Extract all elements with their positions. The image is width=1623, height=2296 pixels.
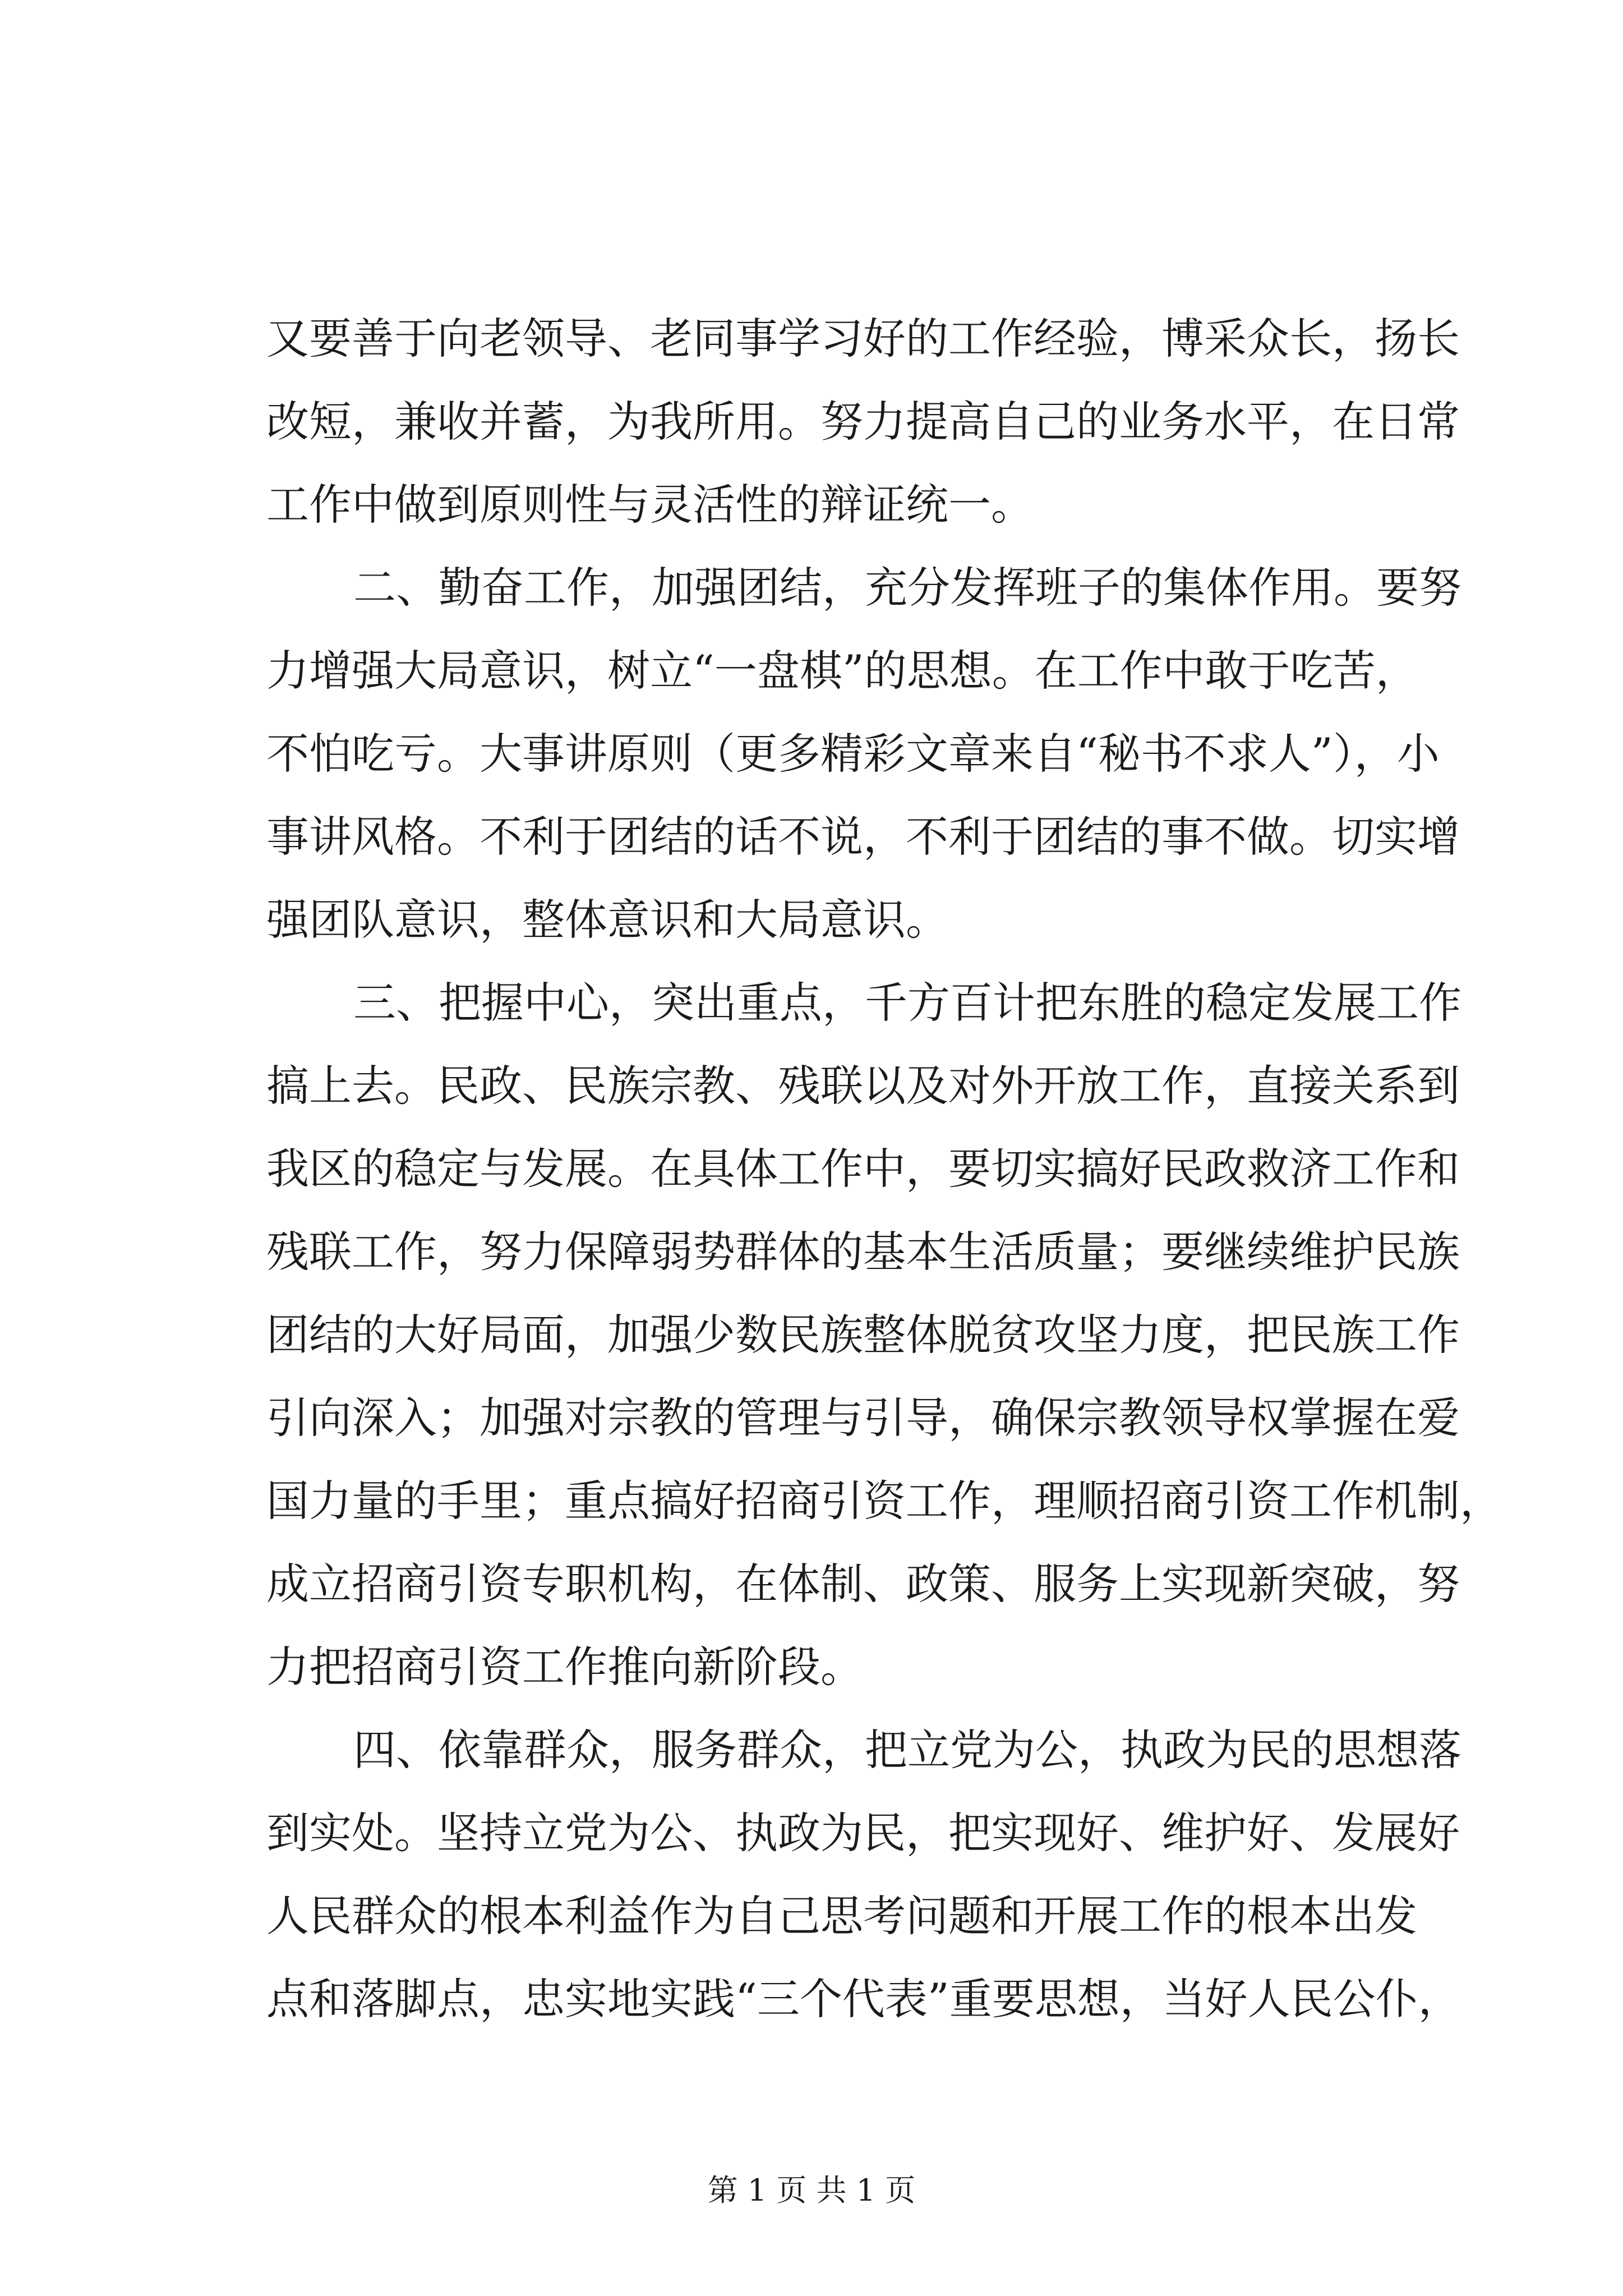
text-line-1: 又要善于向老领导、老同事学习好的工作经验，博采众长，扬长 [266,314,1460,364]
text-line-16: 成立招商引资专职机构，在体制、政策、服务上实现新突破，努 [266,1559,1460,1609]
text-line-19: 到实处。坚持立党为公、执政为民，把实现好、维护好、发展好 [266,1808,1460,1858]
text-line-15: 国力量的手里；重点搞好招商引资工作，理顺招商引资工作机制， [266,1476,1502,1526]
text-line-6: 不怕吃亏。大事讲原则（更多精彩文章来自“秘书不求人”），小 [266,729,1440,779]
text-line-9: 三、把握中心，突出重点，千方百计把东胜的稳定发展工作 [353,978,1461,1028]
text-line-14: 引向深入；加强对宗教的管理与引导，确保宗教领导权掌握在爱 [266,1393,1460,1443]
text-line-18: 四、依靠群众，服务群众，把立党为公，执政为民的思想落 [353,1725,1461,1775]
text-line-7: 事讲风格。不利于团结的话不说，不利于团结的事不做。切实增 [266,812,1460,862]
text-line-17: 力把招商引资工作推向新阶段。 [266,1642,863,1692]
text-line-5: 力增强大局意识，树立“一盘棋”的思想。在工作中敢于吃苦， [266,646,1418,696]
text-line-2: 改短，兼收并蓄，为我所用。努力提高自己的业务水平，在日常 [266,397,1460,447]
document-body [266,297,1502,2041]
text-line-3: 工作中做到原则性与灵活性的辩证统一。 [266,480,1034,530]
text-line-13: 团结的大好局面，加强少数民族整体脱贫攻坚力度，把民族工作 [266,1310,1460,1360]
text-line-8: 强团队意识，整体意识和大局意识。 [266,895,948,945]
text-line-4: 二、勤奋工作，加强团结，充分发挥班子的集体作用。要努 [353,563,1461,613]
text-line-10: 搞上去。民政、民族宗教、残联以及对外开放工作，直接关系到 [266,1061,1460,1111]
text-line-12: 残联工作，努力保障弱势群体的基本生活质量；要继续维护民族 [266,1227,1460,1277]
text-line-20: 人民群众的根本利益作为自己思考问题和开展工作的根本出发 [266,1891,1417,1941]
text-line-11: 我区的稳定与发展。在具体工作中，要切实搞好民政救济工作和 [266,1144,1460,1194]
page-number-footer: 第 1 页 共 1 页 [707,2173,916,2208]
text-line-21: 点和落脚点，忠实地实践“三个代表”重要思想，当好人民公仆， [266,1974,1461,2024]
